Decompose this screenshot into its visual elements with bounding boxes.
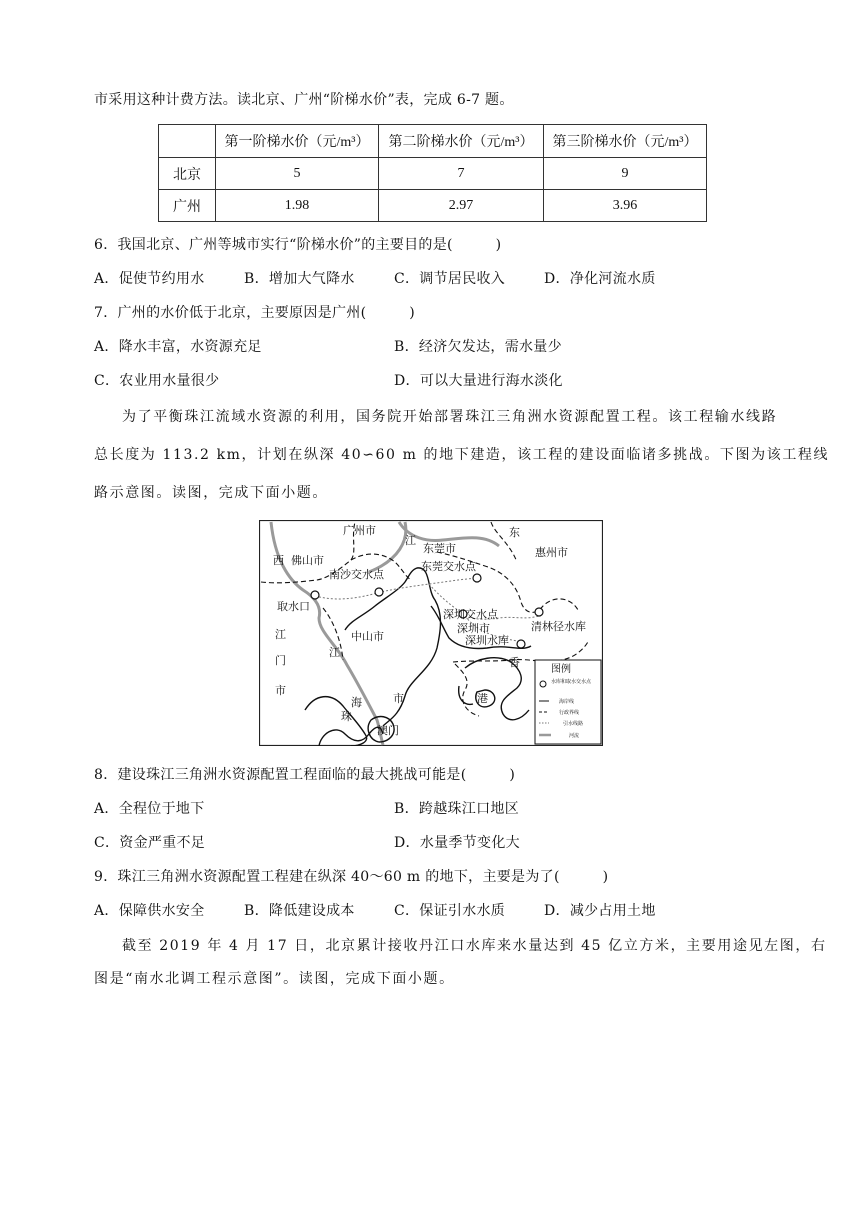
legend-title: 图例 <box>551 664 571 675</box>
map-label-jiangmen-3: 市 <box>275 684 286 697</box>
question-7-option-b: B．经济欠发达，需水量少 <box>394 339 562 355</box>
table-header-cell: 第一阶梯水价（元/m³） <box>216 125 379 158</box>
question-7-stem: 7．广州的水价低于北京，主要原因是广州( ) <box>94 305 416 321</box>
question-6-option-c: C．调节居民收入 <box>394 271 506 287</box>
map-label-aomen: 澳门 <box>377 724 399 737</box>
map-label-zhongshan: 中山市 <box>351 630 384 643</box>
map-legend <box>535 660 601 744</box>
question-8-stem: 8．建设珠江三角洲水资源配置工程面临的最大挑战可能是( ) <box>94 767 516 783</box>
question-7-option-c: C．农业用水量很少 <box>94 373 220 389</box>
question-8-option-b: B．跨越珠江口地区 <box>394 801 519 817</box>
table-cell: 3.96 <box>544 190 707 222</box>
water-route-map <box>259 520 603 746</box>
map-label-dong: 东 <box>509 526 520 539</box>
map-label-jiangmen-2: 门 <box>275 654 286 667</box>
question-8-option-a: A．全程位于地下 <box>94 801 205 817</box>
tiered-water-price-table <box>158 124 707 222</box>
map-label-shenzhen-reservoir: 深圳水库 <box>465 634 509 647</box>
table-row <box>159 158 707 190</box>
question-6-option-b: B．增加大气降水 <box>244 271 355 287</box>
intro-line: 市采用这种计费方法。读北京、广州“阶梯水价”表，完成 6-7 题。 <box>94 92 514 108</box>
map-label-xi: 西 <box>273 554 284 567</box>
question-9-option-a: A．保障供水安全 <box>94 903 205 919</box>
map-label-shenzhen-point: 深圳交水点 <box>443 608 498 621</box>
table-cell-city: 北京 <box>159 158 216 190</box>
legend-item-route: 引水线路 <box>563 721 584 727</box>
map-label-zhujiang: 江 <box>329 646 340 659</box>
map-label-shi: 市 <box>393 692 404 705</box>
legend-item-river: 河流 <box>569 733 580 739</box>
map-label-huizhou: 惠州市 <box>535 546 568 559</box>
question-6-stem: 6．我国北京、广州等城市实行“阶梯水价”的主要目的是( ) <box>94 237 502 253</box>
map-label-shenzhen: 深圳市 <box>457 622 490 635</box>
map-label-dongguan-point: 东莞交水点 <box>421 560 476 573</box>
map-label-hai: 海 <box>351 696 362 709</box>
passage-2-line-1: 为了平衡珠江流域水资源的利用，国务院开始部署珠江三角洲水资源配置工程。该工程输水线路 <box>122 409 778 425</box>
map-label-foshan: 佛山市 <box>291 554 324 567</box>
map-label-qushuikou: 取水口 <box>277 600 310 613</box>
map-label-guangzhou: 广州市 <box>343 524 376 537</box>
map-label-jiangmen-1: 江 <box>275 628 286 641</box>
map-label-jiang: 江 <box>405 534 416 547</box>
question-9-option-d: D．减少占用土地 <box>544 903 656 919</box>
table-cell: 9 <box>544 158 707 190</box>
passage-3-line-1: 截至 2019 年 4 月 17 日，北京累计接收丹江口水库来水量达到 45 亿立方米，主要用途见左图，右 <box>122 938 827 954</box>
table-cell: 2.97 <box>379 190 544 222</box>
passage-2-line-3: 路示意图。读图，完成下面小题。 <box>94 485 328 501</box>
question-9-stem: 9．珠江三角洲水资源配置工程建在纵深 40～60 m 的地下，主要是为了( ) <box>94 869 609 885</box>
legend-item-boundary: 行政界线 <box>559 710 580 716</box>
table-row <box>159 190 707 222</box>
question-8-option-c: C．资金严重不足 <box>94 835 206 851</box>
map-label-qinglinjing: 清林径水库 <box>531 620 586 633</box>
question-9-option-c: C．保证引水水质 <box>394 903 506 919</box>
question-9-option-b: B．降低建设成本 <box>244 903 355 919</box>
table-cell: 1.98 <box>216 190 379 222</box>
passage-2-line-2: 总长度为 113.2 km，计划在纵深 40∽60 m 的地下建造，该工程的建设面临诸多挑战。下图为该工程线 <box>94 447 830 463</box>
legend-item-points: 水库和取水交水点 <box>551 679 592 685</box>
table-header-cell <box>159 125 216 158</box>
table-cell: 7 <box>379 158 544 190</box>
passage-3-line-2: 图是“南水北调工程示意图”。读图，完成下面小题。 <box>94 971 455 987</box>
question-8-option-d: D．水量季节变化大 <box>394 835 520 851</box>
question-6-option-a: A．促使节约用水 <box>94 271 205 287</box>
map-label-dongguan: 东莞市 <box>423 542 456 555</box>
legend-item-coastline: 海岸线 <box>559 699 575 705</box>
question-6-option-d: D．净化河流水质 <box>544 271 656 287</box>
table-cell: 5 <box>216 158 379 190</box>
map-label-xiang: 香 <box>509 656 520 669</box>
map-label-zhu: 珠 <box>341 710 352 723</box>
map-label-nansha-point: 南沙交水点 <box>329 568 384 581</box>
table-header-row <box>159 125 707 158</box>
table-header-cell: 第二阶梯水价（元/m³） <box>379 125 544 158</box>
map-label-gang: 港 <box>477 692 488 705</box>
question-7-option-a: A．降水丰富，水资源充足 <box>94 339 262 355</box>
question-7-option-d: D．可以大量进行海水淡化 <box>394 373 563 389</box>
table-cell-city: 广州 <box>159 190 216 222</box>
table-header-cell: 第三阶梯水价（元/m³） <box>544 125 707 158</box>
